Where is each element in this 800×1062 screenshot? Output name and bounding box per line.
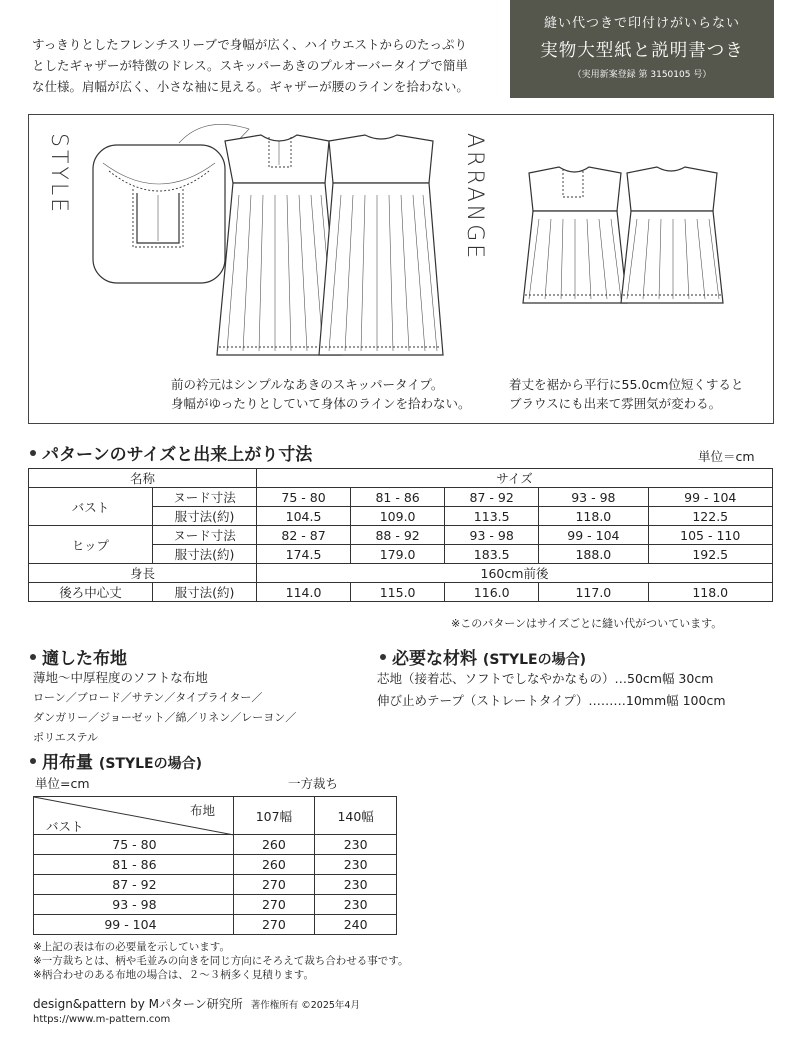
fabric-section-title (30, 644, 127, 669)
table-row (29, 564, 773, 583)
copyright-text: 著作権所有 ©2025年4月 (250, 1000, 360, 1011)
bust-cell: 99 - 104 (34, 915, 234, 935)
table-cell: 118.0 (648, 583, 773, 602)
bust-cell: 81 - 86 (34, 855, 234, 875)
table-cell: 75 - 80 (257, 488, 351, 507)
table-cell: 192.5 (648, 545, 773, 564)
materials-line: 伸び止めテープ（ストレートタイプ）………10mm幅 100cm (377, 693, 726, 708)
row-sublabel: 服寸法(約) (153, 507, 257, 526)
table-row (29, 488, 773, 507)
table-cell: 230 (315, 855, 397, 875)
table-cell: 118.0 (539, 507, 648, 526)
row-label: バスト (29, 488, 153, 526)
yardage-direction: 一方裁ち (288, 776, 339, 791)
table-cell: 93 - 98 (445, 526, 539, 545)
yardage-note: ※柄合わせのある布地の場合は、２〜３柄多く見積ります。 (33, 969, 314, 981)
table-cell: 115.0 (351, 583, 445, 602)
table-cell: 122.5 (648, 507, 773, 526)
bullet-icon (30, 654, 36, 660)
row-sublabel: ヌード寸法 (153, 526, 257, 545)
table-cell: 240 (315, 915, 397, 935)
table-cell: 270 (233, 915, 315, 935)
row-sublabel: 服寸法(約) (153, 583, 257, 602)
size-table (28, 468, 773, 602)
table-cell: 99 - 104 (539, 526, 648, 545)
table-row (29, 583, 773, 602)
row-sublabel: ヌード寸法 (153, 488, 257, 507)
yardage-note: ※上記の表は布の必要量を示しています。 (33, 941, 230, 953)
table-row (34, 855, 397, 875)
arrange-caption-line: ブラウスにも出来て雰囲気が変わる。 (509, 396, 722, 411)
table-cell: 105 - 110 (648, 526, 773, 545)
credit-text: design&pattern by Mパターン研究所 (33, 997, 243, 1011)
table-header: サイズ (257, 469, 773, 488)
fabric-list (33, 688, 296, 748)
intro-line: すっきりとしたフレンチスリーブで身幅が広く、ハイウエストからのたっぷり (32, 37, 467, 52)
table-cell: 179.0 (351, 545, 445, 564)
table-cell: 188.0 (539, 545, 648, 564)
table-cell: 117.0 (539, 583, 648, 602)
table-cell: 116.0 (445, 583, 539, 602)
style-caption-line: 身幅がゆったりとしていて身体のラインを拾わない。 (171, 396, 471, 411)
yardage-note: ※一方裁ちとは、柄や毛並みの向きを同じ方向にそろえて裁ち合わせる事です。 (33, 955, 409, 967)
table-header: 140幅 (315, 797, 397, 835)
table-row (34, 797, 397, 835)
table-cell: 270 (233, 875, 315, 895)
table-row (29, 526, 773, 545)
corner-bottom-label: バスト (46, 819, 84, 834)
style-caption-line: 前の衿元はシンプルなあきのスキッパータイプ。 (171, 377, 444, 392)
size-section-title (30, 440, 312, 465)
fabric-headline: 薄地〜中厚程度のソフトな布地 (33, 670, 208, 685)
table-cell: 113.5 (445, 507, 539, 526)
table-cell: 81 - 86 (351, 488, 445, 507)
yardage-table (33, 796, 397, 935)
size-title-text: パターンのサイズと出来上がり寸法 (42, 445, 313, 465)
intro-line: としたギャザーが特徴のドレス。スキッパーあきのプルオーバータイプで簡単 (32, 58, 468, 73)
row-label: 身長 (29, 564, 257, 583)
row-label: 後ろ中心丈 (29, 583, 153, 602)
table-cell: 82 - 87 (257, 526, 351, 545)
table-row (34, 895, 397, 915)
arrange-front-blouse-drawing (523, 167, 627, 303)
table-cell: 230 (315, 835, 397, 855)
table-cell: 104.5 (257, 507, 351, 526)
table-header: 名称 (29, 469, 257, 488)
footer-url[interactable]: https://www.m-pattern.com (33, 1014, 171, 1025)
banner-line-2: 実物大型紙と説明書つき (540, 41, 744, 61)
fabric-list-line: ダンガリー／ジョーゼット／綿／リネン／レーヨン／ (33, 711, 297, 724)
table-row (34, 915, 397, 935)
table-row (34, 835, 397, 855)
size-note: ※このパターンはサイズごとに縫い代がついています。 (451, 617, 723, 630)
bullet-icon (30, 758, 36, 764)
table-corner-cell (34, 797, 234, 835)
materials-list (377, 668, 726, 712)
table-cell: 93 - 98 (539, 488, 648, 507)
table-cell: 114.0 (257, 583, 351, 602)
yardage-unit: 単位=cm (35, 776, 90, 791)
arrange-back-blouse-drawing (621, 167, 723, 303)
materials-subtitle: (STYLEの場合) (482, 652, 586, 668)
table-cell: 260 (233, 855, 315, 875)
fabric-list-line: ローン／ブロード／サテン／タイプライター／ (33, 691, 263, 704)
bullet-icon (380, 654, 386, 660)
footer-credit (33, 995, 360, 1012)
table-row (34, 875, 397, 895)
pattern-banner (510, 0, 774, 98)
yardage-section-title (30, 748, 202, 773)
yardage-title-text: 用布量 (42, 753, 93, 773)
table-cell: 87 - 92 (445, 488, 539, 507)
arrange-caption (509, 375, 743, 413)
row-label: ヒップ (29, 526, 153, 564)
table-cell: 230 (315, 875, 397, 895)
materials-title-text: 必要な材料 (392, 649, 477, 669)
materials-line: 芯地（接着芯、ソフトでしなやかなもの）…50cm幅 30cm (377, 671, 714, 686)
bust-cell: 93 - 98 (34, 895, 234, 915)
table-cell: 109.0 (351, 507, 445, 526)
arrange-label: ARRANGE (462, 133, 487, 262)
corner-top-label: 布地 (190, 803, 216, 818)
row-sublabel: 服寸法(約) (153, 545, 257, 564)
yardage-notes (33, 940, 408, 982)
table-cell: 230 (315, 895, 397, 915)
table-cell: 160cm前後 (257, 564, 773, 583)
intro-description (32, 34, 502, 97)
table-cell: 183.5 (445, 545, 539, 564)
table-cell: 174.5 (257, 545, 351, 564)
table-cell: 99 - 104 (648, 488, 773, 507)
style-caption (171, 375, 471, 413)
table-row (29, 469, 773, 488)
fabric-list-line: ポリエステル (33, 731, 99, 744)
bust-cell: 87 - 92 (34, 875, 234, 895)
intro-line: な仕様。肩幅が広く、小さな袖に見える。ギャザーが腰のラインを拾わない。 (32, 79, 469, 94)
back-dress-drawing (319, 135, 443, 355)
size-unit: 単位＝cm (698, 449, 755, 464)
table-cell: 260 (233, 835, 315, 855)
banner-line-3: （実用新案登録 第 3150105 号） (572, 70, 712, 80)
table-cell: 270 (233, 895, 315, 915)
fabric-title-text: 適した布地 (42, 649, 127, 669)
table-header: 107幅 (233, 797, 315, 835)
style-label: STYLE (46, 133, 71, 215)
yardage-subtitle: (STYLEの場合) (98, 756, 202, 772)
bullet-icon (30, 450, 36, 456)
illustration-panel (28, 114, 774, 424)
banner-line-1: 縫い代つきで印付けがいらない (543, 16, 740, 31)
materials-section-title (380, 644, 586, 669)
table-cell: 88 - 92 (351, 526, 445, 545)
arrange-caption-line: 着丈を裾から平行に55.0cm位短くすると (509, 377, 744, 392)
bust-cell: 75 - 80 (34, 835, 234, 855)
